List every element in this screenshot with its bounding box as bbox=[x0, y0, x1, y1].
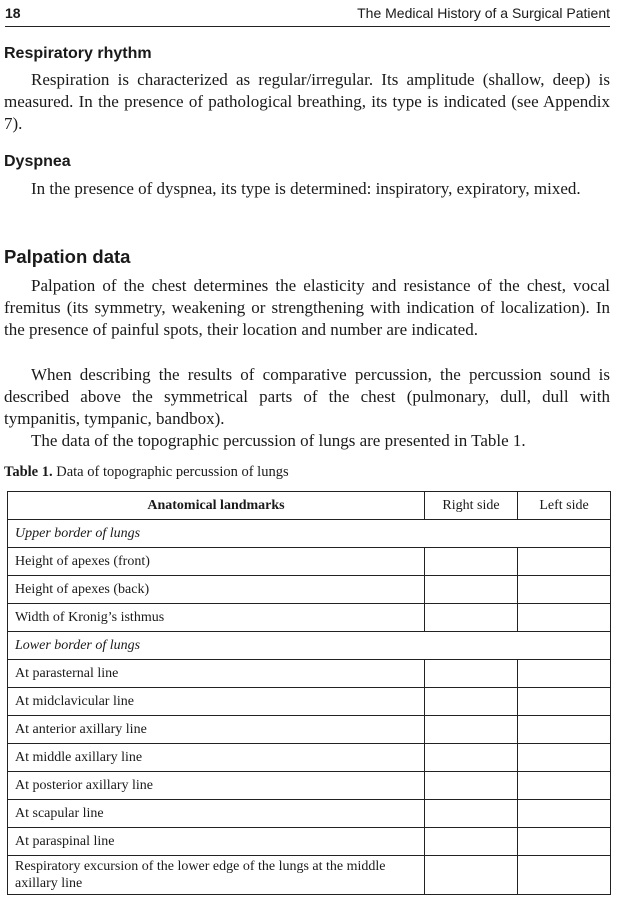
row-label: At anterior axillary line bbox=[8, 716, 425, 744]
table-header-row bbox=[8, 492, 611, 520]
header-landmarks: Anatomical landmarks bbox=[8, 492, 425, 520]
row-label: Width of Kronig’s isthmus bbox=[8, 604, 425, 632]
percussion-table bbox=[7, 491, 611, 895]
row-label: At middle axillary line bbox=[8, 744, 425, 772]
cell-left bbox=[518, 828, 611, 856]
table-caption bbox=[4, 464, 289, 481]
paragraph-percussion: When describing the results of comparative percussion, the percussion sound is described above the symmetrical parts of the chest (pulmonary, dull, dull with tympanitis, tympanic, bandbox). bbox=[4, 365, 610, 428]
cell-right bbox=[425, 548, 518, 576]
row-label: Respiratory excursion of the lower edge of the lungs at the middle axillary line bbox=[8, 856, 425, 895]
row-label: At posterior axillary line bbox=[8, 772, 425, 800]
paragraph-respiratory-rhythm: Respiration is characterized as regular/irregular. Its amplitude (shallow, deep) is measured. In the presence of pathological breathing, its type is indicated (see Appendix 7). bbox=[4, 70, 610, 133]
table-row bbox=[8, 660, 611, 688]
cell-right bbox=[425, 856, 518, 895]
table-caption-text: Data of topographic percussion of lungs bbox=[56, 464, 289, 480]
table-section-row bbox=[8, 632, 611, 660]
row-label: At scapular line bbox=[8, 800, 425, 828]
cell-right bbox=[425, 576, 518, 604]
cell-left bbox=[518, 688, 611, 716]
paragraph-dyspnea: In the presence of dyspnea, its type is determined: inspiratory, expiratory, mixed. bbox=[31, 179, 581, 198]
cell-right bbox=[425, 744, 518, 772]
cell-left bbox=[518, 716, 611, 744]
row-label: Height of apexes (front) bbox=[8, 548, 425, 576]
cell-left bbox=[518, 576, 611, 604]
cell-left bbox=[518, 744, 611, 772]
table-row bbox=[8, 604, 611, 632]
table-row bbox=[8, 772, 611, 800]
paragraph-table-intro: The data of the topographic percussion of lungs are presented in Table 1. bbox=[31, 431, 526, 450]
heading-respiratory-rhythm: Respiratory rhythm bbox=[4, 45, 152, 62]
cell-right bbox=[425, 604, 518, 632]
page-number: 18 bbox=[5, 5, 21, 21]
row-label: Height of apexes (back) bbox=[8, 576, 425, 604]
section-lower-border: Lower border of lungs bbox=[8, 632, 611, 660]
table-row bbox=[8, 688, 611, 716]
cell-left bbox=[518, 660, 611, 688]
row-label: At midclavicular line bbox=[8, 688, 425, 716]
paragraph-palpation: Palpation of the chest determines the elasticity and resistance of the chest, vocal fremitus (its symmetry, weakening or strengthening with indication of localization). In the presence of painful spots, their location and number are indicated. bbox=[4, 276, 610, 339]
cell-right bbox=[425, 828, 518, 856]
table-section-row bbox=[8, 520, 611, 548]
cell-right bbox=[425, 660, 518, 688]
table-row bbox=[8, 744, 611, 772]
cell-left bbox=[518, 800, 611, 828]
cell-right bbox=[425, 688, 518, 716]
cell-left bbox=[518, 548, 611, 576]
row-label: At parasternal line bbox=[8, 660, 425, 688]
table-row bbox=[8, 800, 611, 828]
table-row bbox=[8, 828, 611, 856]
table-row bbox=[8, 856, 611, 895]
cell-left bbox=[518, 856, 611, 895]
row-label: At paraspinal line bbox=[8, 828, 425, 856]
table-row bbox=[8, 716, 611, 744]
cell-right bbox=[425, 800, 518, 828]
table-caption-label: Table 1. bbox=[4, 464, 53, 480]
cell-left bbox=[518, 772, 611, 800]
table-row bbox=[8, 576, 611, 604]
table-row bbox=[8, 548, 611, 576]
heading-dyspnea: Dyspnea bbox=[4, 153, 71, 170]
header-left-side: Left side bbox=[518, 492, 611, 520]
running-title: The Medical History of a Surgical Patient bbox=[357, 5, 610, 21]
heading-palpation-data: Palpation data bbox=[4, 246, 131, 267]
running-header bbox=[5, 2, 610, 27]
cell-left bbox=[518, 604, 611, 632]
cell-right bbox=[425, 772, 518, 800]
cell-right bbox=[425, 716, 518, 744]
section-upper-border: Upper border of lungs bbox=[8, 520, 611, 548]
header-right-side: Right side bbox=[425, 492, 518, 520]
